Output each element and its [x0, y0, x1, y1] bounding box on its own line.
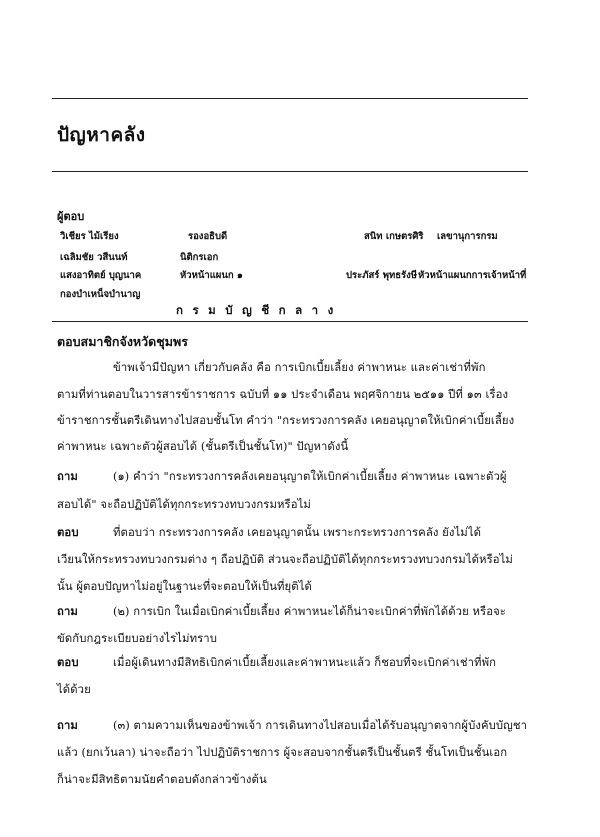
line-text: ก็น่าจะมีสิทธิตามนัยคำตอบดังกล่าวข้างต้น [57, 773, 267, 786]
section-rule [52, 171, 528, 172]
department-name: กรมบัญชีกลาง [176, 303, 343, 317]
staff-name: วิเชียร ไม้เรียง [60, 231, 119, 242]
line-text: นั้น ผู้ตอบปัญหาไม่อยู่ในฐานะที่จะตอบให้เป็นที่ยุติได้ [57, 580, 312, 593]
answer-marker: ตอบ [57, 525, 79, 539]
question-marker: ถาม [57, 604, 78, 618]
respondents-label: ผู้ตอบ [57, 210, 85, 223]
staff-position: นิติกรเอก [180, 252, 219, 263]
department-rule [52, 321, 528, 322]
line-text: ข้าพเจ้ามีปัญหา เกี่ยวกับคลัง คือ การเบิกเบี้ยเลี้ยง ค่าพาหนะ และค่าเช่าที่พัก [113, 361, 486, 374]
line-text: ค่าพาหนะ เฉพาะตัวผู้สอบได้ (ชั้นตรีเป็นชั้นโท)" ปัญหาดังนี้ [57, 440, 349, 453]
line-text: ขัดกับกฎระเบียบอย่างไรไม่ทราบ [57, 632, 218, 645]
line-text: ได้ด้วย [57, 683, 91, 696]
line-text: (๒) การเบิก ในเมื่อเบิกค่าเบี้ยเลี้ยง ค่าพาหนะได้ก็น่าจะเบิกค่าที่พักได้ด้วย หรือจะ [113, 605, 506, 618]
line-text: เมื่อผู้เดินทางมีสิทธิเบิกค่าเบี้ยเลี้ยงและค่าพาหนะแล้ว ก็ชอบที่จะเบิกค่าเช่าที่พัก [113, 656, 497, 669]
question-heading: ตอบสมาชิกจังหวัดชุมพร [57, 334, 188, 349]
staff-position: เลขานุการกรม [437, 231, 498, 242]
top-rule [52, 98, 528, 99]
staff-position: หัวหน้าแผนกการเจ้าหน้าที่ [418, 270, 527, 281]
line-text: (๑) คำว่า "กระทรวงการคลังเคยอนุญาตให้เบิกค่าเบี้ยเลี้ยง ค่าพาหนะ เฉพาะตัวผู้ [113, 470, 507, 483]
staff-name: เฉลิมชัย วสีนนท์ [60, 252, 128, 263]
staff-name: สนิท เกษตรศิริ [364, 231, 424, 242]
text-line [57, 629, 217, 647]
text-line [57, 602, 506, 620]
staff-name: แสงอาทิตย์ บุญนาค [60, 270, 142, 281]
line-text: เวียนให้กระทรวงทบวงกรมต่าง ๆ ถือปฏิบัติ ส่วนจะถือปฏิบัติได้ทุกกระทรวงทบวงกรมได้หรือไม่ [57, 553, 513, 566]
text-line [57, 437, 348, 455]
line-text: ข้าราชการชั้นตรีเดินทางไปสอบชั้นโท คำว่า "กระทรวงการคลัง เคยอนุญาตให้เบิกค่าเบี้ยเลี้ยง [57, 414, 515, 427]
text-line [57, 467, 507, 485]
text-line [57, 495, 311, 513]
text-line [57, 550, 513, 568]
text-line [57, 411, 514, 429]
line-text: สอบได้" จะถือปฏิบัติได้ทุกกระทรวงทบวงกรมหรือไม่ [57, 498, 311, 511]
text-line [57, 680, 91, 698]
staff-name: กองบำเหน็จบำนาญ [60, 289, 141, 300]
text-line [57, 770, 267, 788]
staff-position: หัวหน้าแผนก ๑ [180, 270, 243, 281]
answer-marker: ตอบ [57, 655, 79, 669]
line-text: (๓) ตามความเห็นของข้าพเจ้า การเดินทางไปสอบเมื่อได้รับอนุญาตจากผู้บังคับบัญชา [113, 719, 528, 732]
text-line [57, 358, 486, 376]
text-line [57, 716, 527, 734]
question-marker: ถาม [57, 469, 78, 483]
staff-position: รองอธิบดี [188, 231, 228, 242]
text-line [57, 743, 507, 761]
staff-name: ประภัสร์ พุทธรังษี [346, 270, 418, 281]
text-line [57, 577, 312, 595]
line-text: แล้ว (ยกเว้นลา) น่าจะถือว่า ไปปฏิบัติราชการ ผู้จะสอบจากชั้นตรีเป็นชั้นตรี ชั้นโทเป็นชั้นเอก [57, 746, 508, 759]
text-line [57, 523, 481, 541]
text-line [57, 653, 496, 671]
text-line [57, 385, 508, 403]
line-text: ตามที่ท่านตอบในวารสารข้าราชการ ฉบับที่ ๑๑ ประจำเดือน พฤศจิกายน ๒๕๑๑ ปีที่ ๑๓ เรื่อง [57, 388, 509, 401]
section-title: ปัญหาคลัง [57, 124, 146, 146]
question-marker: ถาม [57, 718, 78, 732]
line-text: ที่ตอบว่า กระทรวงการคลัง เคยอนุญาตนั้น เพราะกระทรวงการคลัง ยังไม่ได้ [113, 526, 482, 539]
